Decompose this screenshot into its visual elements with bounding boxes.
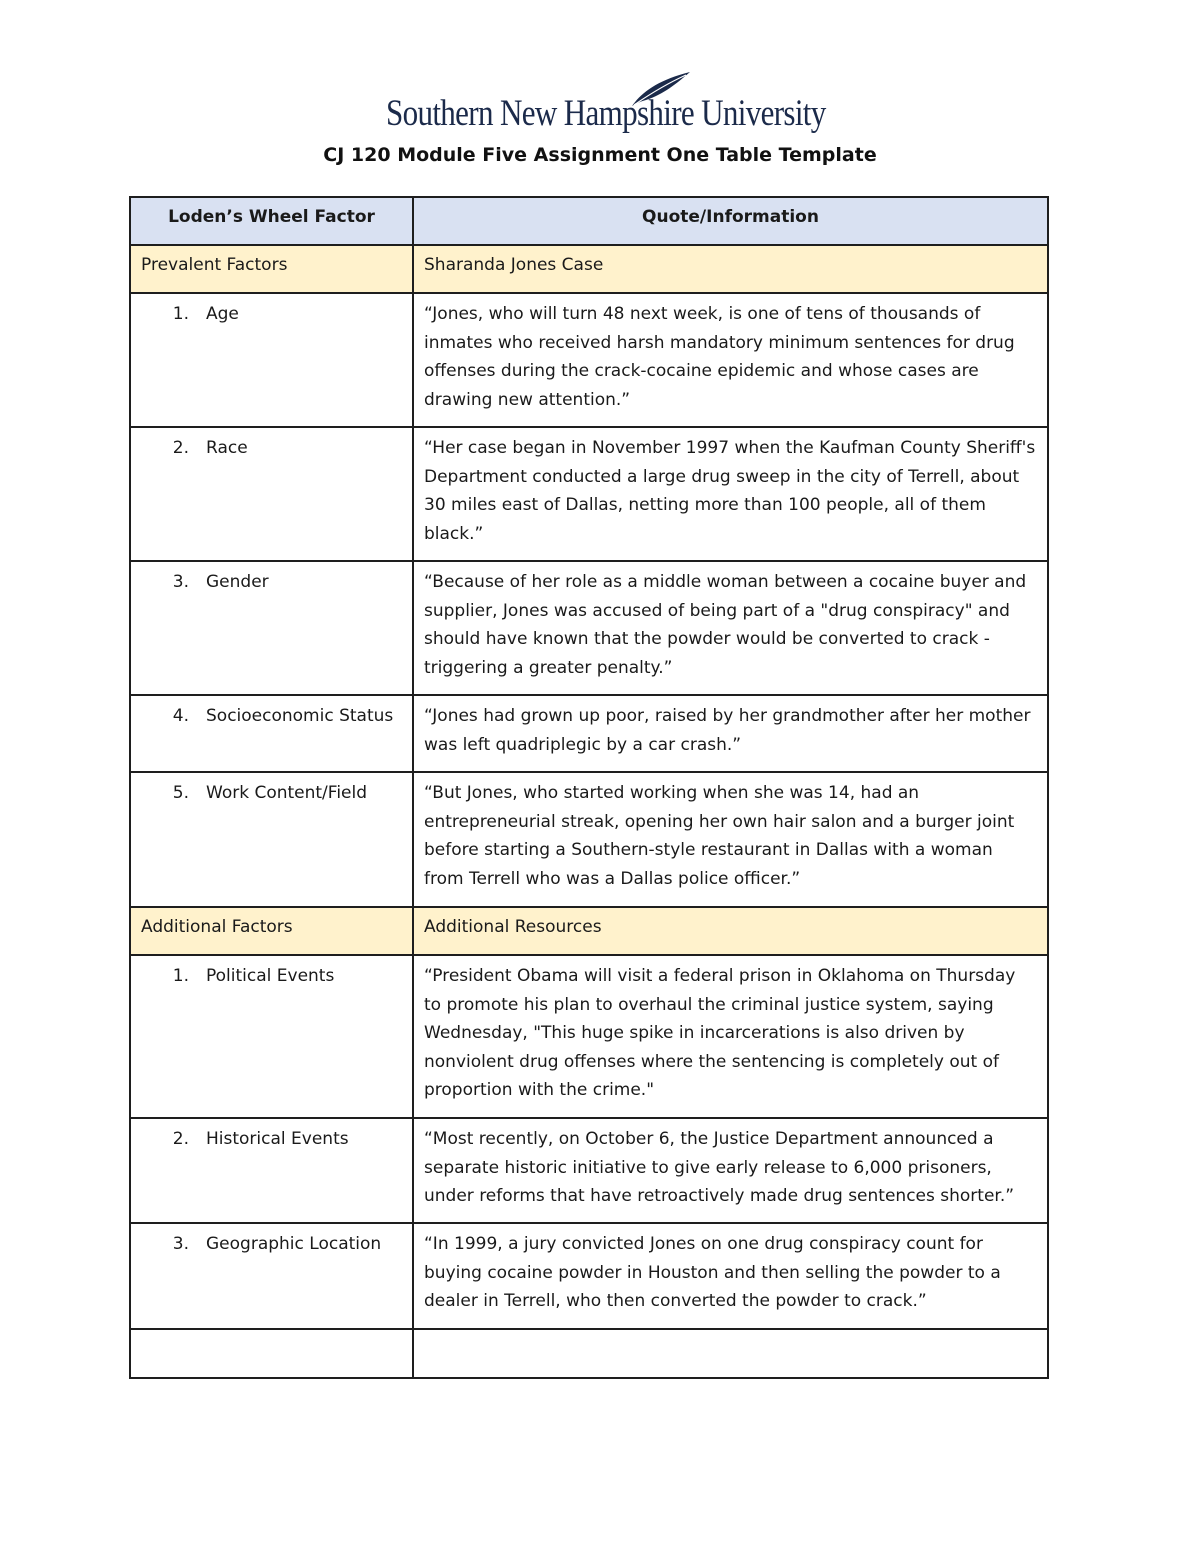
university-name: Southern New Hampshire University	[386, 93, 826, 134]
factor-cell	[130, 955, 413, 1118]
factor-number: 2.	[172, 438, 189, 458]
empty-cell	[413, 1329, 1048, 1378]
university-logo	[386, 70, 826, 136]
table-row	[130, 561, 1048, 695]
empty-cell	[130, 1329, 413, 1378]
factor-cell	[130, 1118, 413, 1223]
table-row	[130, 293, 1048, 427]
quote-cell: “Because of her role as a middle woman between a cocaine buyer and supplier, Jones was accused of being part of a "drug conspiracy" and should have known that the powder would be converted to crack - triggering a greater penalty.”	[413, 561, 1048, 695]
factor-number: 1.	[172, 304, 189, 324]
factor-number: 1.	[172, 966, 189, 986]
section-row-additional	[130, 907, 1048, 955]
factor-label: Work Content/Field	[206, 783, 368, 803]
factor-label: Political Events	[206, 966, 335, 986]
factor-label: Age	[206, 304, 239, 324]
factor-label: Race	[206, 438, 248, 458]
factor-cell	[130, 427, 413, 561]
factor-cell	[130, 695, 413, 772]
column-header-quote: Quote/Information	[413, 197, 1048, 245]
table-row	[130, 1118, 1048, 1223]
factor-cell	[130, 772, 413, 907]
table-row	[130, 955, 1048, 1118]
factor-number: 2.	[172, 1129, 189, 1149]
factor-cell	[130, 293, 413, 427]
factor-number: 5.	[172, 783, 189, 803]
factor-label: Historical Events	[206, 1129, 349, 1149]
factor-label: Socioeconomic Status	[206, 706, 394, 726]
quote-cell: “Her case began in November 1997 when the Kaufman County Sheriff's Department conducted a large drug sweep in the city of Terrell, about 30 miles east of Dallas, netting more than 100 people, all of them black.”	[413, 427, 1048, 561]
table-header-row	[130, 197, 1048, 245]
empty-row	[130, 1329, 1048, 1378]
quote-cell: “Jones had grown up poor, raised by her grandmother after her mother was left quadriplegic by a car crash.”	[413, 695, 1048, 772]
quote-cell: “Jones, who will turn 48 next week, is one of tens of thousands of inmates who received harsh mandatory minimum sentences for drug offenses during the crack-cocaine epidemic and whose cases are drawing new attention.”	[413, 293, 1048, 427]
quote-cell: “President Obama will visit a federal prison in Oklahoma on Thursday to promote his plan to overhaul the criminal justice system, saying Wednesday, "This huge spike in incarcerations is also driven by nonviolent drug offenses where the sentencing is completely out of proportion with the crime."	[413, 955, 1048, 1118]
quote-cell: “Most recently, on October 6, the Justice Department announced a separate historic initiative to give early release to 6,000 prisoners, under reforms that have retroactively made drug sentences shorter.”	[413, 1118, 1048, 1223]
table-row	[130, 427, 1048, 561]
column-header-factor: Loden’s Wheel Factor	[130, 197, 413, 245]
table-row	[130, 695, 1048, 772]
section-info-heading: Sharanda Jones Case	[413, 245, 1048, 293]
factor-number: 4.	[172, 706, 189, 726]
factor-cell	[130, 561, 413, 695]
factor-number: 3.	[172, 572, 189, 592]
section-row-prevalent	[130, 245, 1048, 293]
table-row	[130, 1223, 1048, 1329]
factor-label: Geographic Location	[206, 1234, 382, 1254]
section-factor-heading: Additional Factors	[130, 907, 413, 955]
quote-cell: “But Jones, who started working when she was 14, had an entrepreneurial streak, opening her own hair salon and a burger joint before starting a Southern-style restaurant in Dallas with a woman from Terrell who was a Dallas police officer.”	[413, 772, 1048, 907]
factor-label: Gender	[206, 572, 269, 592]
factor-number: 3.	[172, 1234, 189, 1254]
document-title: CJ 120 Module Five Assignment One Table Template	[323, 144, 877, 166]
factor-cell	[130, 1223, 413, 1329]
section-info-heading: Additional Resources	[413, 907, 1048, 955]
section-factor-heading: Prevalent Factors	[130, 245, 413, 293]
quote-cell: “In 1999, a jury convicted Jones on one drug conspiracy count for buying cocaine powder in Houston and then selling the powder to a dealer in Terrell, who then converted the powder to crack.”	[413, 1223, 1048, 1329]
factors-table	[129, 196, 1049, 1379]
table-row	[130, 772, 1048, 907]
